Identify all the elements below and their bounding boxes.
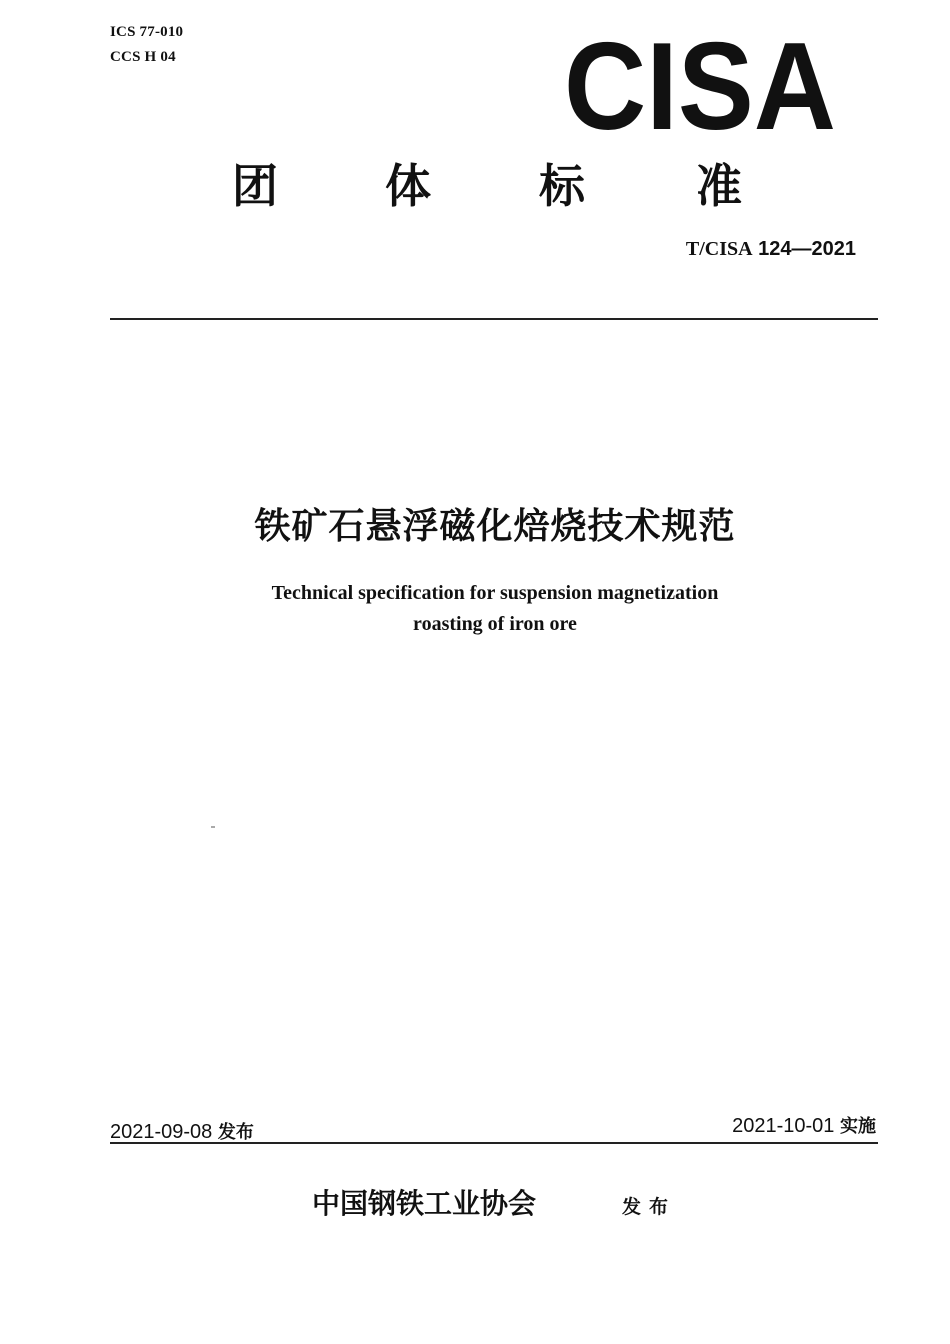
standard-type-heading: [0, 160, 950, 220]
ics-code: ICS 77-010: [110, 24, 184, 40]
standard-type-char: 准: [696, 159, 742, 213]
ccs-code: CCS H 04: [110, 49, 176, 65]
cisa-logo-text: CISA: [564, 25, 836, 145]
title-english: [0, 578, 950, 640]
title-english-line2: roasting of iron ore: [413, 613, 577, 635]
standard-type-char: 标: [539, 159, 585, 213]
standard-type-char: 团: [232, 159, 278, 213]
publisher-label: 发布: [622, 1196, 677, 1218]
standard-number: [686, 238, 856, 261]
implementation-date-label: 实施: [840, 1116, 876, 1137]
issue-date-label: 发布: [217, 1122, 254, 1143]
implementation-date-value: 2021-10-01: [732, 1115, 835, 1137]
scan-speck: [211, 826, 215, 828]
issue-date: [110, 1118, 254, 1144]
cisa-logo: [560, 25, 840, 145]
title-chinese: 铁矿石悬浮磁化焙烧技术规范: [254, 506, 736, 547]
implementation-date: [732, 1112, 876, 1138]
title-english-line1: Technical specification for suspension magnetization: [271, 582, 719, 604]
bottom-divider: [110, 1142, 878, 1144]
standard-number-value: 124—2021: [752, 238, 856, 260]
standard-number-prefix: T/CISA: [685, 238, 753, 260]
issue-date-value: 2021-09-08: [110, 1121, 213, 1143]
standard-type-char: 体: [385, 159, 431, 213]
publisher-name: 中国钢铁工业协会: [312, 1187, 537, 1220]
top-divider: [110, 318, 878, 320]
